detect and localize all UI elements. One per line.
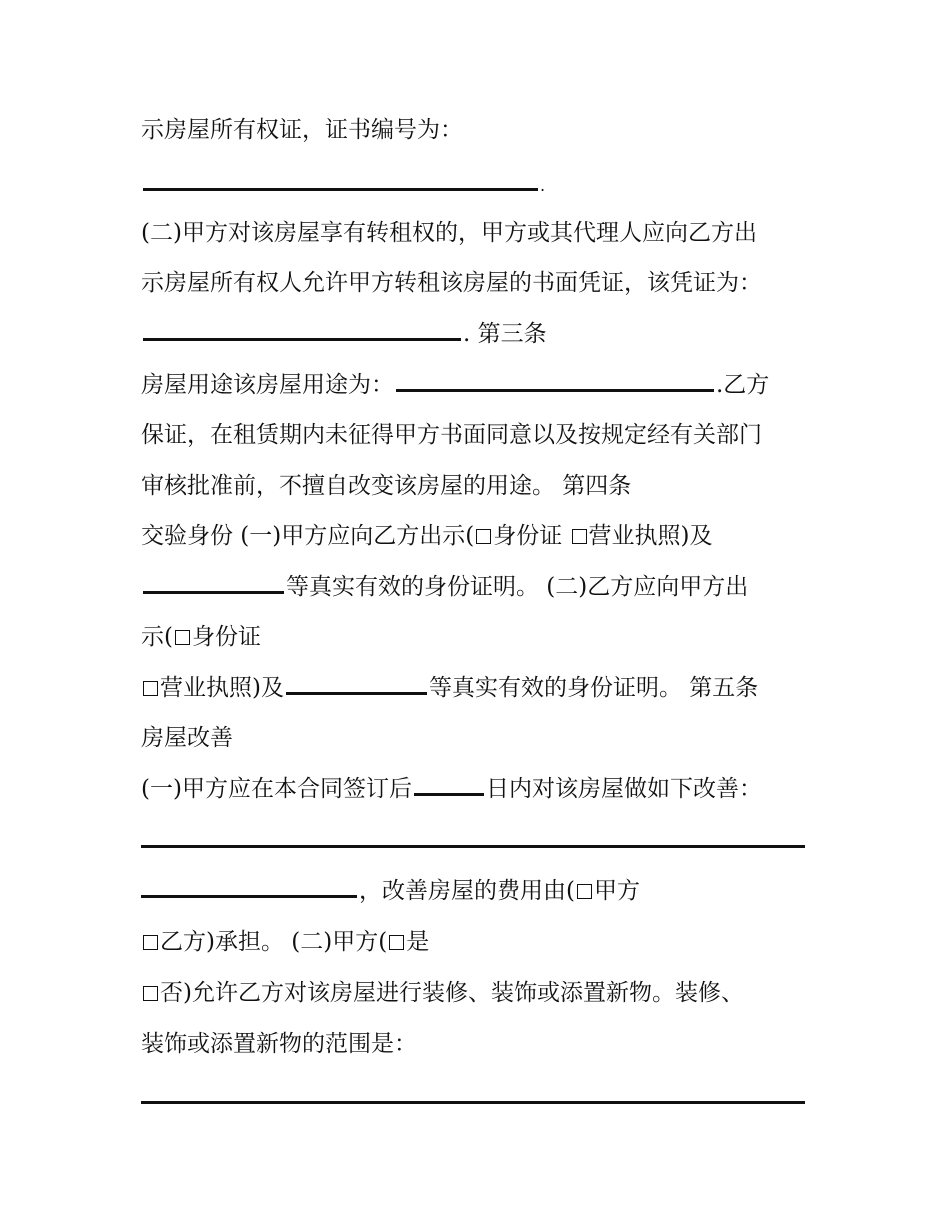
fill-blank <box>141 828 805 848</box>
text: 乙方)承担。 (二)甲方( <box>160 929 388 955</box>
text: 示房屋所有权人允许甲方转租该房屋的书面凭证，该凭证为： <box>141 270 762 296</box>
checkbox-icon <box>143 986 158 1001</box>
text-line-3 <box>141 216 821 250</box>
text-line-6 <box>141 368 821 402</box>
fill-blank <box>414 776 484 796</box>
text: 营业执照)及 <box>588 523 713 549</box>
fill-blank <box>141 878 357 898</box>
text: 日内对该房屋做如下改善： <box>485 776 762 802</box>
text-line-12 <box>141 671 821 705</box>
text: 是 <box>406 929 430 955</box>
text: 甲方 <box>593 878 640 904</box>
text: 等真实有效的身份证明。 第五条 <box>428 675 759 701</box>
text: ，改善房屋的费用由( <box>359 878 575 904</box>
text-line-18 <box>141 976 821 1010</box>
text-line-17 <box>141 925 821 959</box>
fill-blank <box>286 675 427 695</box>
checkbox-icon <box>175 630 190 645</box>
text: . <box>540 176 546 195</box>
text-line-4 <box>141 266 821 300</box>
text-line-1 <box>141 113 821 147</box>
text-line-5 <box>141 317 821 351</box>
text: .乙方 <box>716 372 770 398</box>
checkbox-icon <box>476 529 491 544</box>
text: 装饰或添置新物的范围是： <box>141 1031 417 1057</box>
text: 示房屋所有权证，证书编号为： <box>141 117 463 143</box>
fill-blank <box>396 372 714 392</box>
text: 身份证 <box>493 523 570 549</box>
text-line-8 <box>141 469 821 503</box>
text-line-7 <box>141 418 821 452</box>
text-line-13 <box>141 721 821 755</box>
text: 审核批准前，不擅自改变该房屋的用途。 第四条 <box>141 473 632 499</box>
text: (二)甲方对该房屋享有转租权的，甲方或其代理人应向乙方出 <box>141 220 757 246</box>
checkbox-icon <box>143 935 158 950</box>
text-line-15 <box>141 824 821 858</box>
text: 等真实有效的身份证明。 (二)乙方应向甲方出 <box>286 574 749 600</box>
checkbox-icon <box>577 884 592 899</box>
text-line-2 <box>141 167 821 201</box>
text: (一)甲方应在本合同签订后 <box>141 776 412 802</box>
fill-blank <box>143 171 538 191</box>
text: 否)允许乙方对该房屋进行装修、装饰或添置新物。装修、 <box>160 980 744 1006</box>
checkbox-icon <box>143 681 158 696</box>
text-line-16 <box>141 874 821 908</box>
text: 房屋用途该房屋用途为： <box>141 372 394 398</box>
text-line-14 <box>141 772 821 806</box>
fill-blank <box>141 1084 805 1104</box>
fill-blank <box>143 321 461 341</box>
fill-blank <box>143 574 284 594</box>
text: 身份证 <box>191 624 261 650</box>
text: 保证，在租赁期内未征得甲方书面同意以及按规定经有关部门 <box>141 422 762 448</box>
text: 示( <box>141 624 173 650</box>
text: 交验身份 (一)甲方应向乙方出示( <box>141 523 475 549</box>
text-line-11 <box>141 620 821 654</box>
text: 营业执照)及 <box>160 675 284 701</box>
checkbox-icon <box>389 935 404 950</box>
text: . 第三条 <box>463 321 547 347</box>
text-line-20 <box>141 1080 821 1114</box>
text-line-9 <box>141 519 821 553</box>
text-line-19 <box>141 1027 821 1061</box>
text: 房屋改善 <box>141 725 233 751</box>
checkbox-icon <box>572 529 587 544</box>
text-line-10 <box>141 570 821 604</box>
